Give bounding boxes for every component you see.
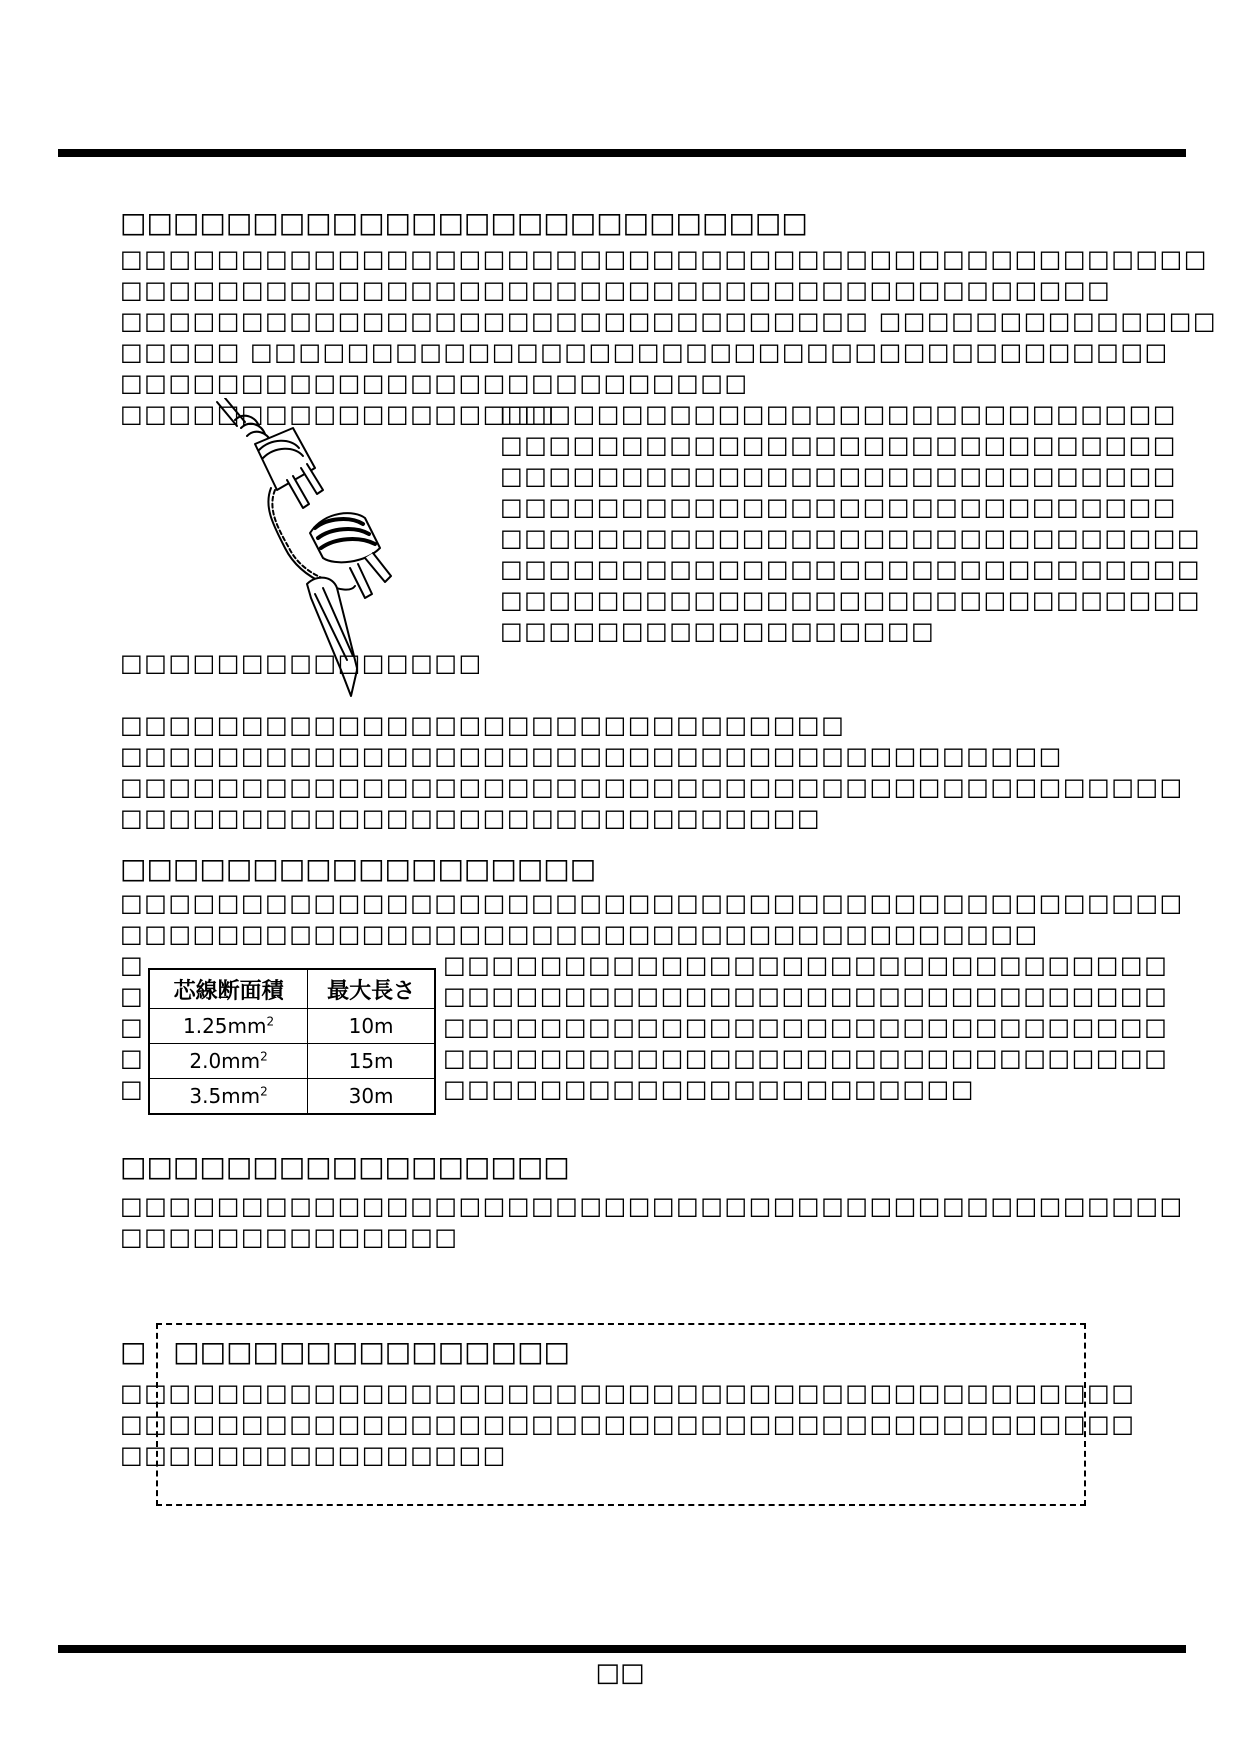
section1-side-line: □□□□□□□□□□□□□□□□□□□□□□□□□□□□ [500,493,1177,521]
section2-heading: □□□□□□□□□□□□□□□□□□ [120,852,597,885]
superscript: 2 [260,1049,268,1064]
max-length-cell: 10m [308,1009,435,1044]
section2-side-line: □□□□□□□□□□□□□□□□□□□□□□□□□□□□□□ [443,1013,1169,1041]
table-header-row [149,969,435,1009]
section2-left-mark: □ [120,951,145,979]
section2-left-mark: □ [120,1013,145,1041]
note-para-line: □□□□□□□□□□□□□□□□□□□□□□□□□□□□□□□□□□□□□□□□□□ [120,1379,1136,1407]
section1-side-line: □□□□□□□□□□□□□□□□□□□□□□□□□□□□ [500,462,1177,490]
note-para-line: □□□□□□□□□□□□□□□□□□□□□□□□□□□□□□□□□□□□□□□□□□ [120,1410,1136,1438]
top-rule [58,149,1186,157]
note-heading: □ □□□□□□□□□□□□□□□ [120,1335,570,1368]
max-length-cell: 30m [308,1079,435,1115]
wire-area-value: 2.0mm [189,1049,261,1073]
wire-area-cell [149,1009,308,1044]
page-number: □□ [595,1658,645,1688]
section2-left-mark: □ [120,982,145,1010]
section1-para1-line: □□□□□□□□□□□□□□□□□□□□□□□□□□□□□□□□□□□□□□□□□ [120,276,1112,304]
section1-para2-line: □□□□□□□□□□□□□□□□□□□□□□□□□□□□□□ [120,711,846,739]
section3-para-line: □□□□□□□□□□□□□□ [120,1223,459,1251]
section1-para1-line: □□□□□□□□□□□□□□□□□□□□□□□□□□ [120,369,749,397]
section3-heading: □□□□□□□□□□□□□□□□□ [120,1150,570,1183]
section1-para1-line: □□□□□ □□□□□□□□□□□□□□□□□□□□□□□□□□□□□□□□□□□□□□ [120,338,1169,366]
section2-para-line: □□□□□□□□□□□□□□□□□□□□□□□□□□□□□□□□□□□□□□ [120,920,1039,948]
section1-side-line: □□□□□□□□□□□□□□□□□□□□□□□□□□□□ [500,400,1177,428]
note-para-line: □□□□□□□□□□□□□□□□ [120,1441,507,1469]
max-length-cell: 15m [308,1044,435,1079]
section2-side-line: □□□□□□□□□□□□□□□□□□□□□□□□□□□□□□ [443,982,1169,1010]
section1-side-line: □□□□□□□□□□□□□□□□□□□□□□□□□□□□□ [500,555,1202,583]
wire-area-cell [149,1044,308,1079]
wire-length-table [148,968,436,1115]
bottom-rule [58,1645,1186,1653]
section2-para-line: □□□□□□□□□□□□□□□□□□□□□□□□□□□□□□□□□□□□□□□□□□□□ [120,889,1184,917]
section2-left-mark: □ [120,1044,145,1072]
section2-side-line: □□□□□□□□□□□□□□□□□□□□□□□□□□□□□□ [443,1044,1169,1072]
wire-area-value: 3.5mm [189,1084,261,1108]
table-row [149,1079,435,1115]
section1-para2-line: □□□□□□□□□□□□□□□□□□□□□□□□□□□□□□□□□□□□□□□□□□□□ [120,773,1184,801]
wire-area-value: 1.25mm [183,1014,267,1038]
section2-side-line: □□□□□□□□□□□□□□□□□□□□□□□□□□□□□□ [443,951,1169,979]
table-row [149,1009,435,1044]
section1-side-line: □□□□□□□□□□□□□□□□□□□□□□□□□□□□ [500,431,1177,459]
superscript: 2 [260,1084,268,1099]
section1-side-line: □□□□□□□□□□□□□□□□□□ [500,617,936,645]
section1-after-figure-line: □□□□□□□□□□□□□□□ [120,649,483,677]
section1-side-line: □□□□□□□□□□□□□□□□□□□□□□□□□□□□□ [500,586,1202,614]
section2-left-mark: □ [120,1075,145,1103]
table-row [149,1044,435,1079]
grounding-plug-illustration [215,398,455,733]
section1-para2-line: □□□□□□□□□□□□□□□□□□□□□□□□□□□□□ [120,804,822,832]
section1-para2-line: □□□□□□□□□□□□□□□□□□□□□□□□□□□□□□□□□□□□□□□ [120,742,1063,770]
section1-para1-line: □□□□□□□□□□□□□□□□□□□□□□□□□□□□□□□ □□□□□□□□□□□□□□ [120,307,1218,335]
section1-heading: □□□□□□□□□□□□□□□□□□□□□□□□□□ [120,206,808,239]
header-wire-area: 芯線断面積 [149,969,308,1009]
section3-para-line: □□□□□□□□□□□□□□□□□□□□□□□□□□□□□□□□□□□□□□□□□□□□ [120,1192,1184,1220]
superscript: 2 [266,1014,275,1029]
wire-area-cell [149,1079,308,1115]
header-max-length: 最大長さ [308,969,435,1009]
section2-side-line: □□□□□□□□□□□□□□□□□□□□□□ [443,1075,975,1103]
section1-side-line: □□□□□□□□□□□□□□□□□□□□□□□□□□□□□ [500,524,1202,552]
section1-intro-line: □□□□□□□□□□□□□□□□□□ [120,400,556,428]
section1-para1-line: □□□□□□□□□□□□□□□□□□□□□□□□□□□□□□□□□□□□□□□□□□□□□ [120,245,1208,273]
